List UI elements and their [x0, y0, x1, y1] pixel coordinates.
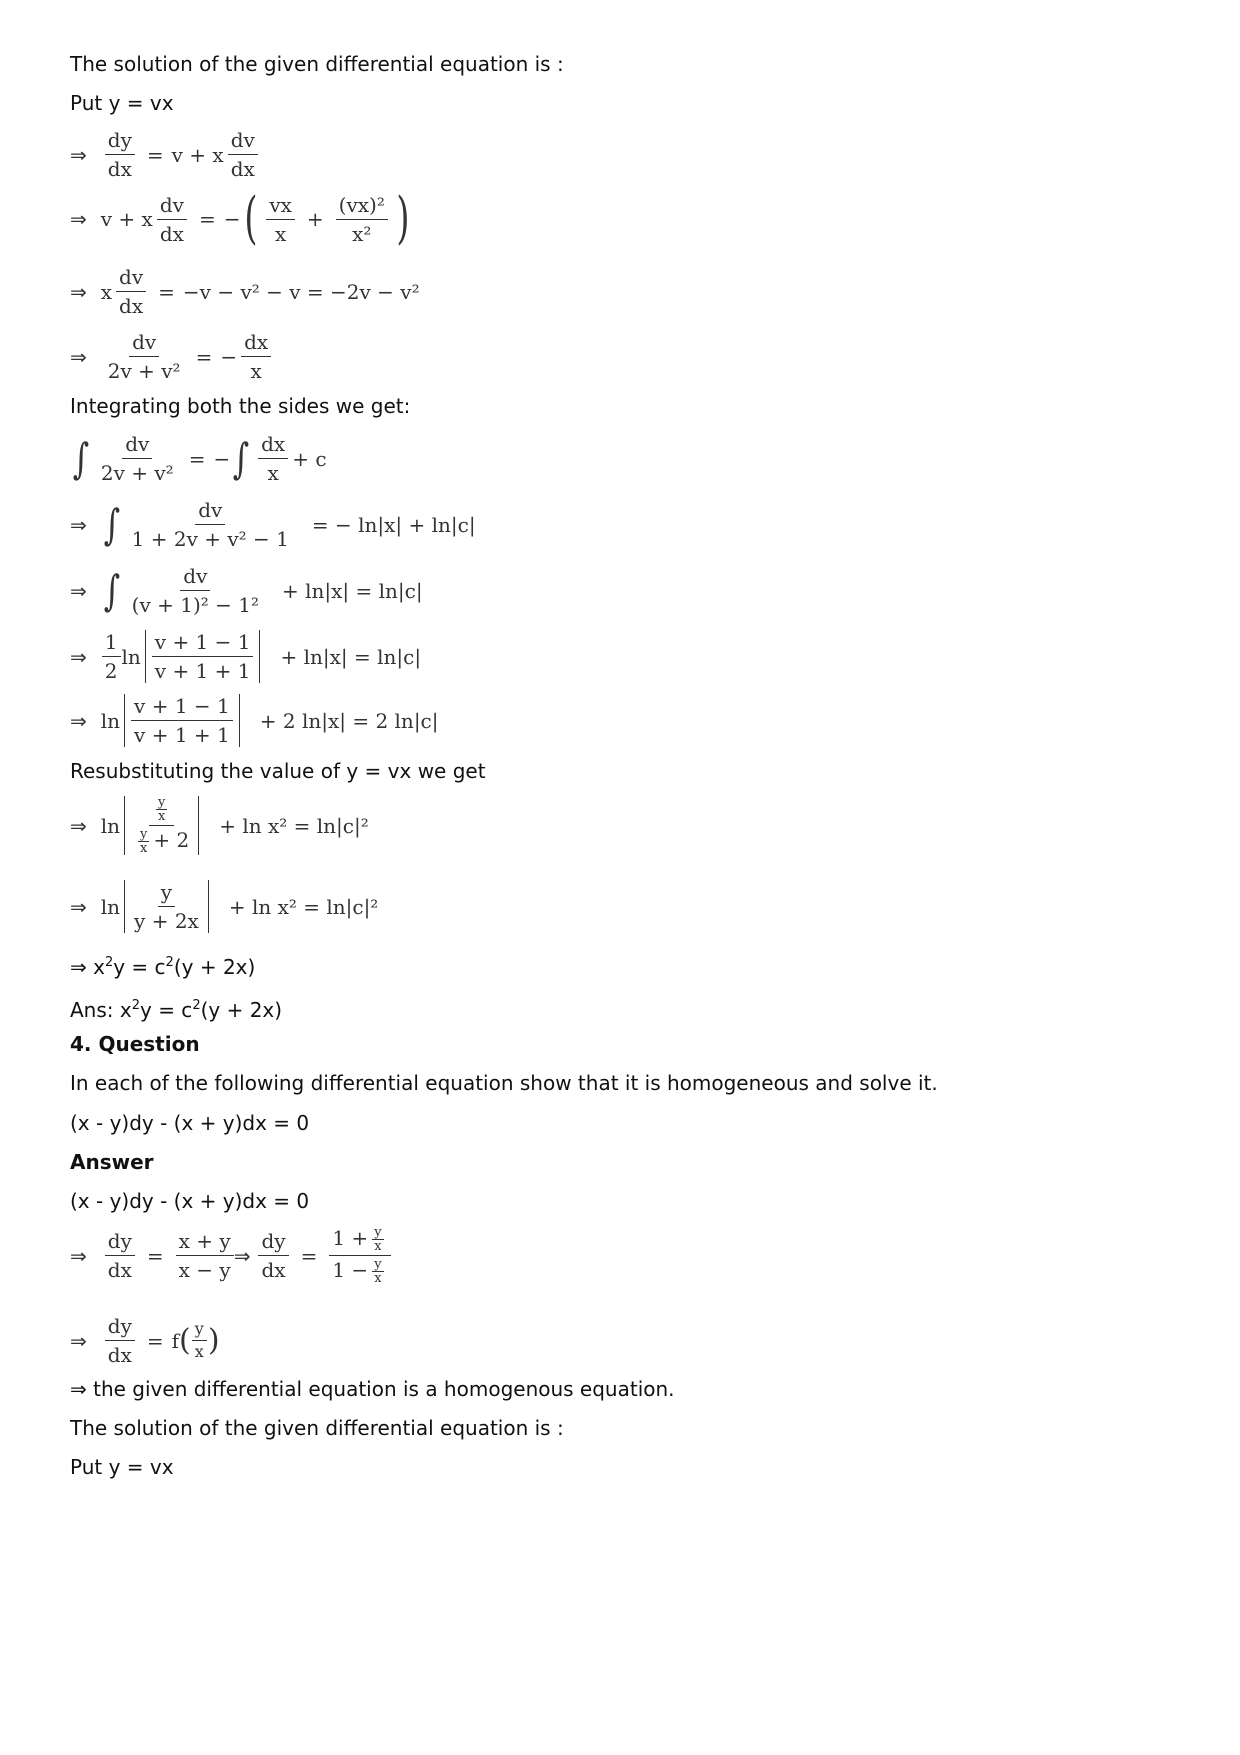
text-line: Resubstituting the value of y = vx we get — [70, 759, 486, 783]
equation: ⇒ $\frac{dv}{\text{2v + v²}}$ = − $\frac{dx}{x}$ — [70, 330, 275, 383]
text-line: The solution of the given differential equation is : — [70, 52, 564, 76]
text-line: Put y = vx — [70, 91, 174, 115]
text-line: ⇒ the given differential equation is a homogenous equation. — [70, 1377, 675, 1401]
equation: ⇒ $\frac{dy}{dx}$ = f ( $\frac{y}{x}$ ) — [70, 1314, 220, 1367]
equation: ∫ $\frac{dv}{\text{2v + v²}}$ = − ∫ $\frac{dx}{x}$ + c — [72, 432, 327, 485]
answer-heading: Answer — [70, 1150, 154, 1174]
final-answer: Ans: $x^2y = c^2(y + 2x)$ — [70, 998, 283, 1022]
text-line: Integrating both the sides we get: — [70, 394, 411, 418]
equation: ⇒ v + x $\frac{dv}{dx}$ = − ( $\frac{vx}{x}$ + $\frac{\text{(vx)²}}{\text{x²}}$ ) — [70, 186, 410, 251]
question-text: In each of the following differential equation show that it is homogeneous and solve it. — [70, 1071, 938, 1095]
equation: ⇒ ln $\frac{v + 1 - 1}{v + 1 + 1}$ + 2 ln|x| = 2 ln|c| — [70, 694, 439, 747]
equation: ⇒ ∫ $\frac{dv}{\text{1 + 2v + v² − 1}}$ = − ln|x| + ln|c| — [70, 498, 476, 551]
equation: ⇒ ln $\frac{y}{x}$ $\frac{y}{x}$ + 2 + ln x² = ln|c|² — [70, 795, 369, 856]
equation: ⇒ $\frac{dy}{dx}$ = $\frac{x + y}{x - y}$ ⇒ $\frac{dy}{dx}$ = 1 + $\frac{y}{x}$ 1 − $\frac{y}{x}$ — [70, 1226, 395, 1285]
equation: ⇒ $\frac{1}{2}$ ln $\frac{v + 1 - 1}{v + 1 + 1}$ + ln|x| = ln|c| — [70, 630, 422, 683]
text-line: (x - y)dy - (x + y)dx = 0 — [70, 1189, 310, 1213]
text-line: (x - y)dy - (x + y)dx = 0 — [70, 1111, 310, 1135]
equation: ⇒ x $\frac{dv}{dx}$ = −v − v² − v = −2v − v² — [70, 265, 420, 318]
equation: ⇒ $\frac{dy}{dx}$ = v + x $\frac{dv}{dx}$ — [70, 128, 262, 181]
text-line: Put y = vx — [70, 1455, 174, 1479]
equation: ⇒ ∫ $\frac{dv}{\text{(v + 1)² − 1²}}$ + ln|x| = ln|c| — [70, 564, 423, 617]
text-line: The solution of the given differential equation is : — [70, 1416, 564, 1440]
question-title: 4. Question — [70, 1032, 200, 1056]
equation: ⇒ ln $\frac{y}{y + 2x}$ + ln x² = ln|c|² — [70, 880, 379, 933]
text-line: ⇒ $x^2y = c^2(y + 2x)$ — [70, 955, 256, 979]
